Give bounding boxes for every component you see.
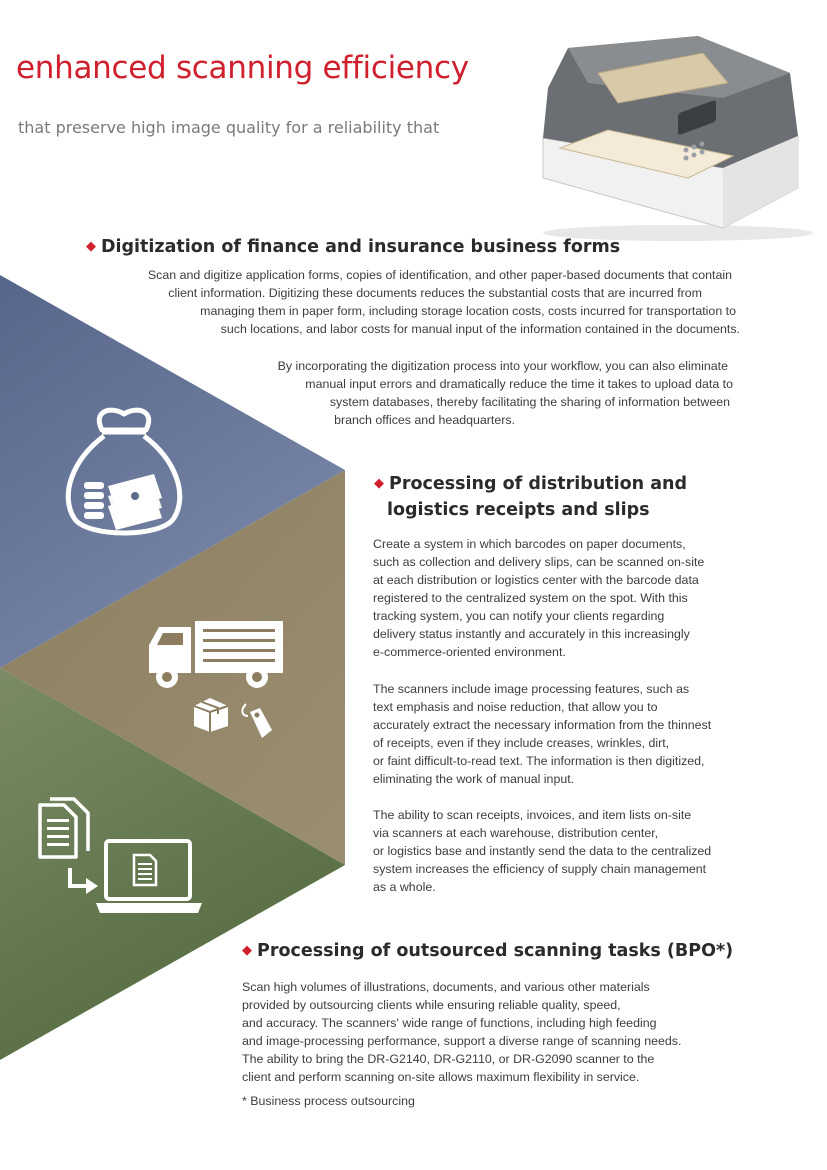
text-line: provided by outsourcing clients while ensuring reliable quality, speed, xyxy=(242,998,621,1012)
section1-title xyxy=(86,235,620,261)
text-line: manual input errors and dramatically reduce the time it takes to upload data to xyxy=(305,377,733,391)
text-line: managing them in paper form, including storage location costs, costs incurred for transportation to xyxy=(200,304,736,318)
text-line: and accuracy. The scanners' wide range of functions, including high feeding xyxy=(242,1016,657,1030)
text-line: Create a system in which barcodes on paper documents, xyxy=(373,537,686,551)
tag-icon xyxy=(238,698,276,742)
money-bag-icon xyxy=(62,400,187,545)
text-line: at each distribution or logistics center with the barcode data xyxy=(373,573,699,587)
text-line: system databases, thereby facilitating the sharing of information between xyxy=(329,395,730,409)
page-subline: that preserve high image quality for a reliability that xyxy=(18,118,440,137)
text-line: tracking system, you can notify your clients regarding xyxy=(373,609,665,623)
text-line: eliminating the work of manual input. xyxy=(373,772,575,786)
text-line: of receipts, even if they include creases, wrinkles, dirt, xyxy=(373,736,670,750)
scanner-photo xyxy=(528,28,818,243)
bullet-icon: ◆ xyxy=(242,943,252,958)
section2-paragraph-3 xyxy=(373,806,711,896)
text-line: Scan high volumes of illustrations, documents, and various other materials xyxy=(242,980,650,994)
text-line: as a whole. xyxy=(373,880,436,894)
text-line: such as collection and delivery slips, can be scanned on-site xyxy=(373,555,705,569)
section1-paragraph-1 xyxy=(0,266,740,338)
section2-title-line: Processing of distribution and xyxy=(389,474,688,494)
text-line: client information. Digitizing these documents reduces the substantial costs that are incurred from xyxy=(168,286,702,300)
section1-title-text: Digitization of finance and insurance business forms xyxy=(101,237,621,257)
section3-title-text: Processing of outsourced scanning tasks (BPO*) xyxy=(257,941,734,961)
text-line: registered to the centralized system on the spot. With this xyxy=(373,591,688,605)
section2-title xyxy=(374,472,687,522)
text-line: e-commerce-oriented environment. xyxy=(373,645,566,659)
text-line: delivery status instantly and accurately in this increasingly xyxy=(373,627,690,641)
section2-paragraph-1 xyxy=(373,535,704,661)
text-line: via scanners at each warehouse, distribution center, xyxy=(373,826,659,840)
text-line: text emphasis and noise reduction, that allow you to xyxy=(373,700,658,714)
text-line: accurately extract the necessary information from the thinnest xyxy=(373,718,712,732)
text-line: Scan and digitize application forms, copies of identification, and other paper-based documents that contain xyxy=(147,268,732,282)
text-line: branch offices and headquarters. xyxy=(334,413,515,427)
text-line: By incorporating the digitization process into your workflow, you can also eliminate xyxy=(277,359,728,373)
laptop-icon xyxy=(94,837,204,917)
package-icon xyxy=(190,694,232,734)
text-line: or logistics base and instantly send the data to the centralized xyxy=(373,844,712,858)
section2-paragraph-2 xyxy=(373,680,711,788)
text-line: The ability to bring the DR-G2140, DR-G2110, or DR-G2090 scanner to the xyxy=(242,1052,655,1066)
text-line: and image-processing performance, support a diverse range of scanning needs. xyxy=(242,1034,682,1048)
documents-icon xyxy=(36,795,96,865)
text-line: The ability to scan receipts, invoices, and item lists on-site xyxy=(373,808,692,822)
footnote: * Business process outsourcing xyxy=(242,1094,415,1108)
bullet-icon: ◆ xyxy=(374,476,384,491)
section2-title-line: logistics receipts and slips xyxy=(387,500,650,520)
text-line: system increases the efficiency of supply chain management xyxy=(373,862,707,876)
page-headline: enhanced scanning efficiency xyxy=(16,50,469,86)
text-line: such locations, and labor costs for manual input of the information contained in the documents. xyxy=(220,322,740,336)
text-line: The scanners include image processing features, such as xyxy=(373,682,690,696)
text-line: client and perform scanning on-site allows maximum flexibility in service. xyxy=(242,1070,640,1084)
text-line: or faint difficult-to-read text. The information is then digitized, xyxy=(373,754,705,768)
section3-paragraph-1 xyxy=(242,978,681,1086)
delivery-truck-icon xyxy=(145,615,285,695)
section3-title xyxy=(242,939,733,965)
bullet-icon: ◆ xyxy=(86,239,96,254)
